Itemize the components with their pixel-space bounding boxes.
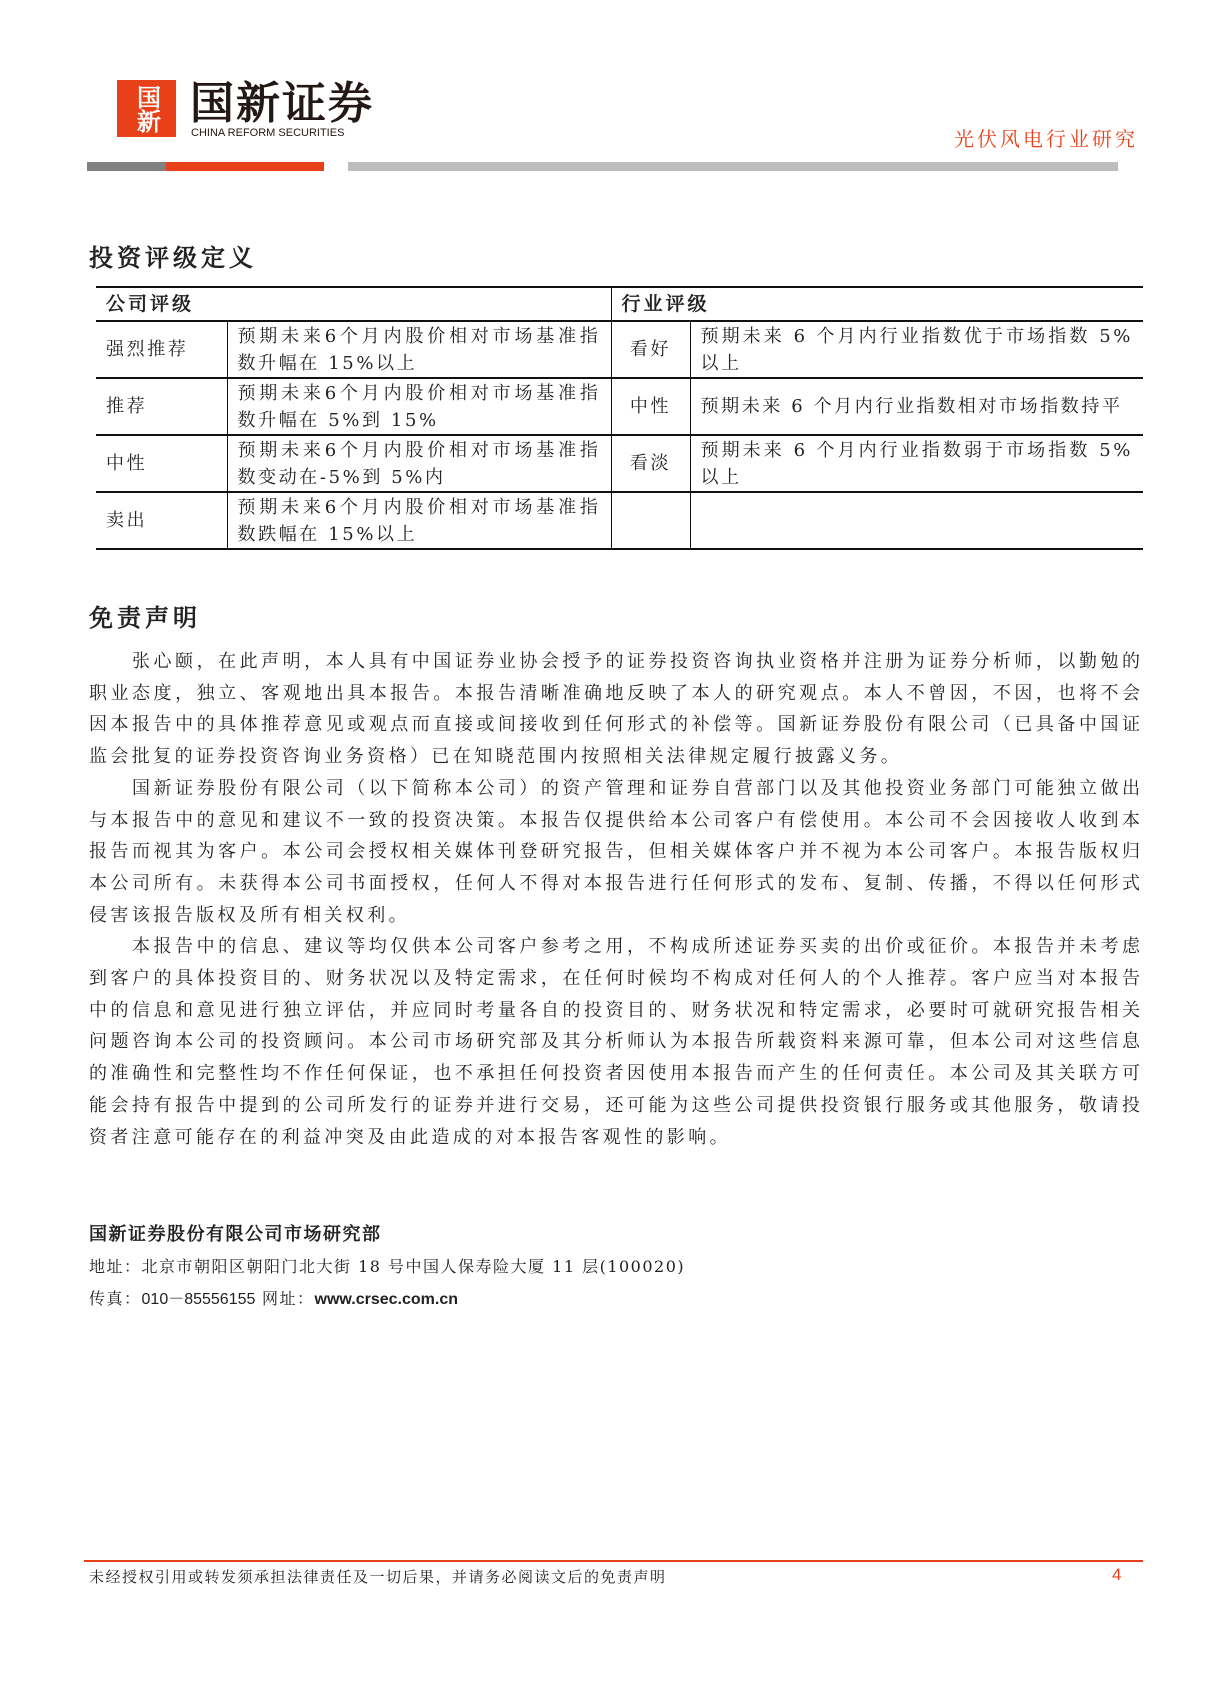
paragraph-line: 问题咨询本公司的投资顾问。本公司市场研究部及其分析师认为本报告所载资料来源可靠，但本公司对这些信息 bbox=[89, 1031, 1140, 1053]
paragraph-line: 能会持有报告中提到的公司所发行的证券并进行交易，还可能为这些公司提供投资银行服务或其他服务，敬请投 bbox=[89, 1094, 1140, 1116]
rating-row bbox=[96, 321, 1143, 378]
industry-rating-desc: 预期未来 6 个月内行业指数相对市场指数持平 bbox=[690, 378, 1143, 435]
company-rating-header: 公司评级 bbox=[96, 287, 611, 321]
paragraph-line: 侵害该报告版权及所有相关权利。 bbox=[89, 904, 410, 926]
contact-address bbox=[89, 1254, 685, 1277]
industry-rating-desc: 预期未来 6 个月内行业指数优于市场指数 5%以上 bbox=[690, 321, 1143, 378]
industry-rating: 看淡 bbox=[611, 435, 690, 492]
contact-dept: 国新证券股份有限公司市场研究部 bbox=[89, 1224, 382, 1245]
footer-note: 未经授权引用或转发须承担法律责任及一切后果，并请务必阅读文后的免责声明 bbox=[89, 1568, 667, 1586]
company-rating: 中性 bbox=[96, 435, 227, 492]
company-rating: 强烈推荐 bbox=[96, 321, 227, 378]
logo-chinese-name: 国新证券 bbox=[190, 78, 374, 129]
industry-rating-header: 行业评级 bbox=[611, 287, 1143, 321]
rating-row bbox=[96, 492, 1143, 549]
address-label: 地址： bbox=[89, 1257, 142, 1276]
industry-rating-desc: 预期未来 6 个月内行业指数弱于市场指数 5%以上 bbox=[690, 435, 1143, 492]
paragraph-line: 与本报告中的意见和建议不一致的投资决策。本报告仅提供给本公司客户有偿使用。本公司不会因接收人收到本 bbox=[89, 809, 1140, 831]
company-rating: 推荐 bbox=[96, 378, 227, 435]
report-category: 光伏风电行业研究 bbox=[954, 127, 1138, 151]
industry-rating bbox=[611, 492, 690, 549]
company-rating-desc: 预期未来6个月内股价相对市场基准指数升幅在 5%到 15% bbox=[227, 378, 611, 435]
paragraph-line: 张心颐，在此声明，本人具有中国证券业协会授予的证券投资咨询执业资格并注册为证券分析师，以勤勉的 bbox=[132, 651, 1140, 672]
disclaimer-paragraph bbox=[89, 646, 1140, 773]
web-link[interactable]: www.crsec.com.cn bbox=[314, 1291, 458, 1308]
rating-row bbox=[96, 378, 1143, 435]
paragraph-line: 本公司所有。未获得本公司书面授权，任何人不得对本报告进行任何形式的发布、复制、传播，不得以任何形式 bbox=[89, 872, 1140, 894]
contact-fax-web bbox=[89, 1286, 458, 1309]
rating-table bbox=[96, 286, 1143, 550]
industry-rating: 看好 bbox=[611, 321, 690, 378]
paragraph-line: 资者注意可能存在的利益冲突及由此造成的对本报告客观性的影响。 bbox=[89, 1126, 731, 1148]
paragraph-line: 到客户的具体投资目的、财务状况以及特定需求，在任何时候均不构成对任何人的个人推荐。客户应当对本报告 bbox=[89, 968, 1140, 989]
paragraph-line: 报告而视其为客户。本公司会授权相关媒体刊登研究报告，但相关媒体客户并不视为本公司客户。本报告版权归 bbox=[89, 841, 1140, 863]
company-rating-desc: 预期未来6个月内股价相对市场基准指数跌幅在 15%以上 bbox=[227, 492, 611, 549]
paragraph-line: 中的信息和意见进行独立评估，并应同时考量各自的投资目的、财务状况和特定需求，必要时可就研究报告相关 bbox=[89, 999, 1140, 1021]
logo-english-name: CHINA REFORM SECURITIES bbox=[191, 127, 345, 139]
disclaimer-title: 免责声明 bbox=[89, 603, 201, 632]
rating-title: 投资评级定义 bbox=[89, 243, 257, 272]
fax-value: 010－85556155 bbox=[141, 1291, 256, 1308]
paragraph-line: 国新证券股份有限公司（以下简称本公司）的资产管理和证券自营部门以及其他投资业务部门可能独立做出 bbox=[132, 777, 1140, 799]
footer-divider bbox=[84, 1560, 1143, 1562]
logo-mark-text: 国新 bbox=[132, 84, 161, 133]
paragraph-line: 监会批复的证券投资咨询业务资格）已在知晓范围内按照相关法律规定履行披露义务。 bbox=[89, 746, 903, 768]
paragraph-line: 本报告中的信息、建议等均仅供本公司客户参考之用，不构成所述证券买卖的出价或征价。本报告并未考虑 bbox=[132, 936, 1140, 958]
header-bar-light bbox=[348, 162, 1118, 171]
page-number: 4 bbox=[1112, 1565, 1122, 1584]
company-rating: 卖出 bbox=[96, 492, 227, 549]
industry-rating: 中性 bbox=[611, 378, 690, 435]
company-rating-desc: 预期未来6个月内股价相对市场基准指数升幅在 15%以上 bbox=[227, 321, 611, 378]
paragraph-line: 的准确性和完整性均不作任何保证，也不承担任何投资者因使用本报告而产生的任何责任。本公司及其关联方可 bbox=[89, 1063, 1140, 1085]
header-bar-red bbox=[166, 162, 324, 171]
paragraph-line: 职业态度，独立、客观地出具本报告。本报告清晰准确地反映了本人的研究观点。本人不曾因，不因，也将不会 bbox=[89, 682, 1140, 704]
header-bar-gray bbox=[87, 162, 166, 171]
address-value: 北京市朝阳区朝阳门北大街 18 号中国人保寿险大厦 11 层(100020) bbox=[141, 1257, 686, 1276]
fax-label: 传真： bbox=[89, 1289, 142, 1308]
rating-table-header bbox=[96, 287, 1143, 321]
web-label: 网址： bbox=[262, 1289, 315, 1308]
paragraph-line: 因本报告中的具体推荐意见或观点而直接或间接收到任何形式的补偿等。国新证券股份有限公司（已具备中国证 bbox=[89, 714, 1140, 736]
company-rating-desc: 预期未来6个月内股价相对市场基准指数变动在-5%到 5%内 bbox=[227, 435, 611, 492]
disclaimer-paragraph bbox=[89, 931, 1140, 1153]
industry-rating-desc bbox=[690, 492, 1143, 549]
logo-mark bbox=[117, 80, 176, 137]
rating-row bbox=[96, 435, 1143, 492]
disclaimer-paragraph bbox=[89, 773, 1140, 932]
